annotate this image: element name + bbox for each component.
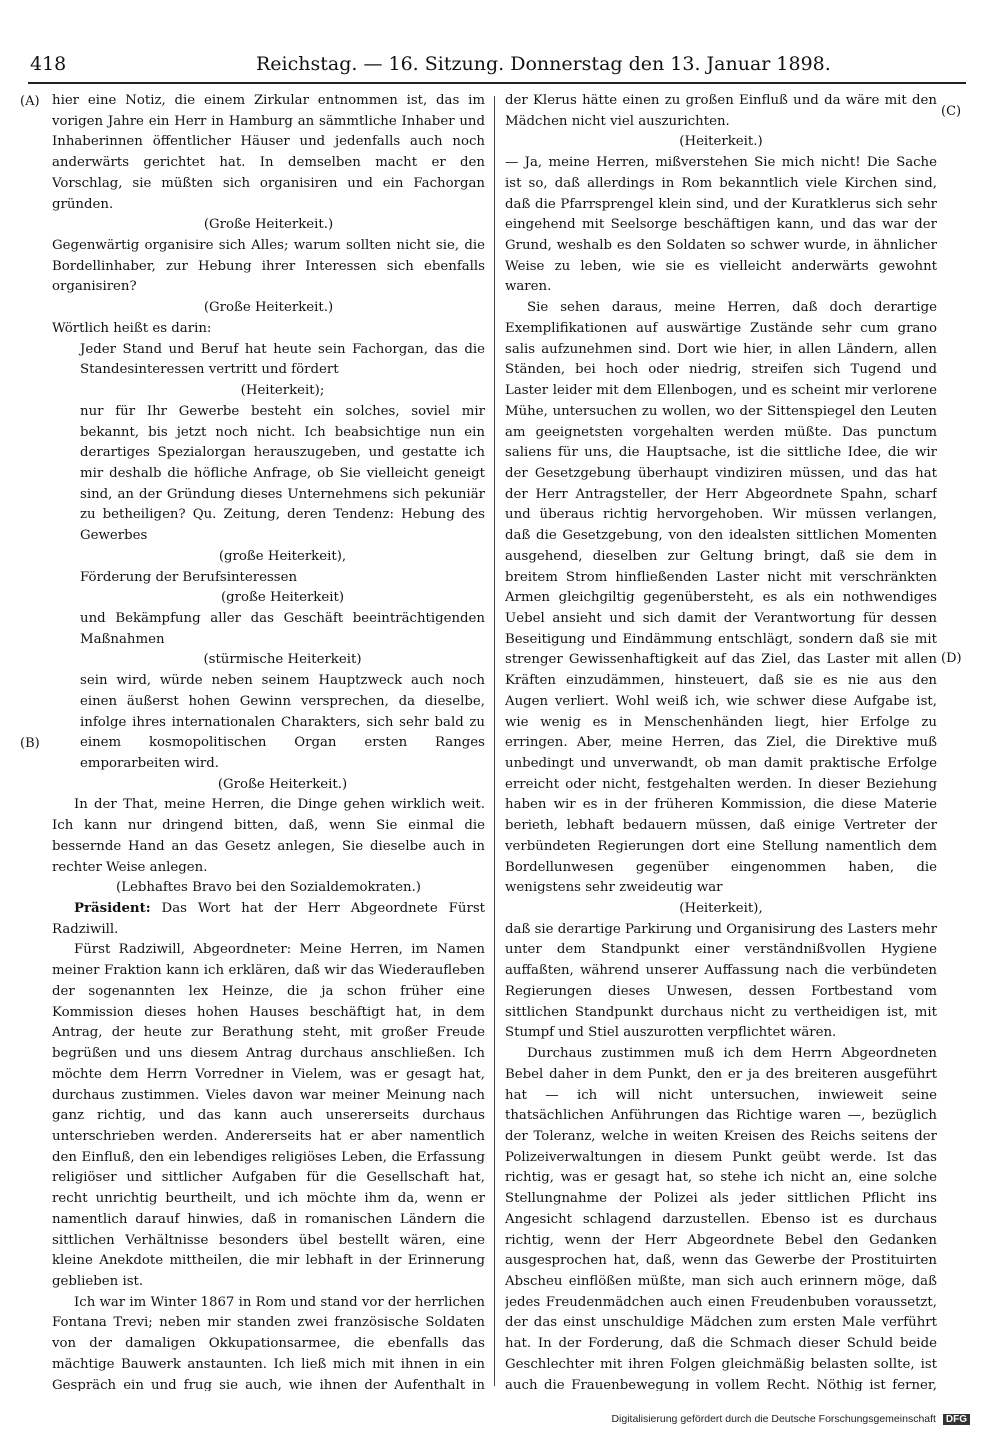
margin-marker-b: (B): [20, 736, 40, 751]
left-column: [52, 91, 485, 1391]
paragraph: der Klerus hätte einen zu großen Einfluß und da wäre mit den Mädchen nicht viel auszurichten.: [505, 93, 937, 129]
paragraph: — Ja, meine Herren, mißverstehen Sie mich nicht! Die Sache ist so, daß allerdings in Rom bekanntlich viele Kirchen sind, daß die Pfarrsprengel klein sind, und der Kuratklerus sich sehr eingehend mit Seelsorge beschäftigen kann, und das war der Grund, weshalb es den Soldaten so schwer wurde, in ähnlicher Weise zu leben, wie sie es vielleicht anderwärts gewohnt waren.: [505, 155, 937, 295]
paragraph: daß sie derartige Parkirung und Organisirung des Lasters mehr unter dem Standpunkt einer verständnißvollen Hygiene auffaßten, während unserer Auffassung nach die verbündeten Regierungen dieses Unwesen, dessen Fortbestand vom sittlichen Standpunkt durchaus nicht zu vertheidigen ist, mit Stumpf und Stiel auszurotten verpflichtet wären.: [505, 921, 937, 1041]
footer-text: Digitalisierung gefördert durch die Deutsche Forschungsgemeinschaft: [611, 1413, 936, 1425]
paragraph: Gegenwärtig organisire sich Alles; warum sollten nicht sie, die Bordellinhaber, zur Hebung ihrer Interessen sich ebenfalls organisiren?: [52, 238, 485, 295]
paragraph: hier eine Notiz, die einem Zirkular entnommen ist, das im vorigen Jahre ein Herr in Hamburg an sämmtliche Inhaber und Inhaberinnen öffentlicher Häuser und jedenfalls auch noch anderwärts gerichtet hat. In demselben macht er den Vorschlag, sie müßten sich organisiren und ein Fachorgan gründen.: [52, 93, 485, 212]
page-number: 418: [30, 53, 67, 75]
stage-direction: (Große Heiterkeit.): [217, 776, 348, 792]
paragraph: Sie sehen daraus, meine Herren, daß doch derartige Exemplifikationen auf auswärtige Zustände sehr cum grano salis aufzunehmen sind. Dort wie hier, in allen Ländern, allen Ständen, bei hoch oder niedrig, streifen sich Tugend und Laster leider mit dem Ellenbogen, und es scheint mir verlorene Mühe, untersuchen zu wollen, wo der Sittenspiegel den Leuten am geeignetsten vorgehalten werden müßte. Das punctum saliens für uns, die Hauptsache, ist die sittliche Idee, die wir der Gesetzgebung überhaupt vindiziren müssen, und das hat der Herr Antragsteller, der Herr Abgeordnete Spahn, scharf und überaus richtig hervorgehoben. Wir müssen verlangen, daß die Gesetzgebung, von den idealsten sittlichen Momenten ausgehend, dieselben zur Geltung bringt, daß sie dem in breitem Strom hinfließenden Laster nicht mit verschränkten Armen gleichgiltig gegenübersteht, es als ein nothwendiges Uebel ansieht und sich damit der Verantwortung für dessen Beseitigung und Eindämmung entschlägt, sondern daß sie mit strenger Gewissenhaftigkeit auf das Ziel, das Laster mit allen Kräften einzudämmen, hinsteuert, daß sie es nie aus den Augen verliert. Wohl weiß ich, wie schwer diese Aufgabe ist, wie wenig es in Menschenhänden liegt, hier Erfolge zu erringen. Aber, meine Herren, das Ziel, die Direktive muß unbedingt und unverwandt, ob man damit praktische Erfolge erreicht oder nicht, festgehalten werden. In dieser Beziehung haben wir es in der früheren Kommission, die diese Materie berieth, lebhaft bedauern müssen, daß einige Vertreter der verbündeten Regierungen dort eine Stellung namentlich dem Bordellunwesen gegenüber eingenommen haben, die wenigstens sehr zweideutig war: [505, 300, 937, 896]
paragraph: Durchaus zustimmen muß ich dem Herrn Abgeordneten Bebel daher in dem Punkt, den er ja des breiteren ausgeführt hat — ich will nicht untersuchen, inwieweit seine thatsächlichen Anführungen das Richtige waren —, bezüglich der Toleranz, welche in weiten Kreisen des Reichs seitens der Polizeiverwaltungen in diesem Punkt geübt werde. Ist das richtig, was er gesagt hat, so stehe ich nicht an, eine solche Stellungnahme der Polizei als jeder sittlichen Pflicht ins Angesicht schlagend darzustellen. Ebenso ist es durchaus richtig, wenn der Herr Abgeordnete Bebel den Gedanken ausgesprochen hat, daß, wenn das Gewerbe der Prostituirten Abscheu einflößen müßte, man sich auch erinnern möge, daß jedes Freudenmädchen auch einen Freudenbuben voraussetzt, der das einst unschuldige Mädchen zum ersten Male verführt hat. In der Forderung, daß die Schmach dieser Schuld beide Geschlechter mit ihren Folgen gleichmäßig belasten sollte, ist auch die Frauenbewegung in vollem Recht. Nöthig ist ferner,: [505, 1046, 937, 1391]
paragraph: sein wird, würde neben seinem Hauptzweck auch noch einen äußerst hohen Gewinn versprechen, da dieselbe, infolge ihres internationalen Charakters, sich sehr bald zu einem kosmopolitischen Organ ersten Ranges emporarbeiten wird.: [80, 673, 485, 771]
paragraph: Förderung der Berufsinteressen: [80, 569, 298, 585]
stage-direction: (große Heiterkeit): [220, 590, 345, 606]
margin-marker-c: (C): [941, 104, 962, 119]
header-rule: [28, 82, 966, 84]
stage-direction: (Heiterkeit);: [240, 383, 325, 399]
page-header: [28, 50, 976, 76]
stage-direction: (Heiterkeit.): [679, 134, 763, 150]
column-divider: [494, 96, 495, 1386]
stage-direction: (stürmische Heiterkeit): [203, 652, 362, 668]
stage-direction: (Heiterkeit),: [679, 901, 763, 917]
paragraph: nur für Ihr Gewerbe besteht ein solches, soviel mir bekannt, bis jetzt noch nicht. Ich beabsichtige nun ein derartiges Spezialorgan herauszugeben, und gestatte ich mir deshalb die höfliche Anfrage, ob Sie vielleicht geneigt sind, an der Gründung dieses Unternehmens sich pekuniär zu betheiligen? Qu. Zeitung, deren Tendenz: Hebung des Gewerbes: [80, 403, 485, 544]
stage-direction: (Große Heiterkeit.): [203, 300, 334, 316]
right-column: [505, 91, 937, 1391]
paragraph: In der That, meine Herren, die Dinge gehen wirklich weit. Ich kann nur dringend bitten, daß, wenn Sie einmal die bessernde Hand an das Gesetz anlegen, Sie dieselbe auch in rechter Weise anlegen.: [52, 797, 485, 875]
paragraph: Wörtlich heißt es darin:: [52, 320, 212, 336]
stage-direction: (große Heiterkeit),: [218, 548, 347, 564]
paragraph: [52, 899, 485, 940]
margin-marker-a: (A): [20, 94, 40, 109]
dfg-logo: DFG: [943, 1414, 970, 1425]
paragraph: Fürst Radziwill, Abgeordneter: Meine Herren, im Namen meiner Fraktion kann ich erklären, daß wir das Wiederaufleben der sogenannten lex Heinze, die ja schon früher eine Kommission dieses hohen Hauses beschäftigt hat, in dem Antrag, der heute zur Berathung steht, mit großer Freude begrüßen und uns diesem Antrag durchaus anschließen. Ich möchte dem Herrn Vorredner in Vielem, was er gesagt hat, durchaus zustimmen. Vieles davon war meiner Meinung nach ganz richtig, und das kann auch unsererseits durchaus unterschrieben werden. Andererseits hat er aber namentlich den Einfluß, den ein lebendiges religiöses Leben, die Erfassung religiöser und sittlicher Aufgaben für die Gesellschaft hat, recht unrichtig beurtheilt, und ich möchte ihm da, wenn er namentlich darauf hinwies, daß in romanischen Ländern die sittlichen Verhältnisse besonders übel bestellt wären, eine kleine Anekdote mittheilen, die mir lebhaft in der Erinnerung geblieben ist.: [52, 942, 485, 1289]
running-title: Reichstag. — 16. Sitzung. Donnerstag den 13. Januar 1898.: [256, 53, 831, 75]
footer-credit: [611, 1413, 970, 1425]
margin-marker-d: (D): [941, 651, 962, 666]
paragraph: Ich war im Winter 1867 in Rom und stand vor der herrlichen Fontana Trevi; neben mir standen zwei französische Soldaten von der damaligen Okkupationsarmee, die ebenfalls das mächtige Bauwerk anstaunten. Ich ließ mich mit ihnen in ein Gespräch ein und frug sie auch, wie ihnen der Aufenthalt in: [52, 1294, 485, 1391]
stage-direction: (Lebhaftes Bravo bei den Sozialdemokraten.): [116, 880, 421, 896]
stage-direction: (Große Heiterkeit.): [203, 217, 334, 233]
speaker-label: Präsident:: [74, 901, 151, 917]
paragraph: und Bekämpfung aller das Geschäft beeinträchtigenden Maßnahmen: [80, 610, 485, 647]
paragraph: Jeder Stand und Beruf hat heute sein Fachorgan, das die Standesinteressen vertritt und fördert: [80, 341, 485, 378]
paragraph-text: Das Wort hat der Herr Abgeordnete Fürst Radziwill.: [52, 901, 485, 937]
